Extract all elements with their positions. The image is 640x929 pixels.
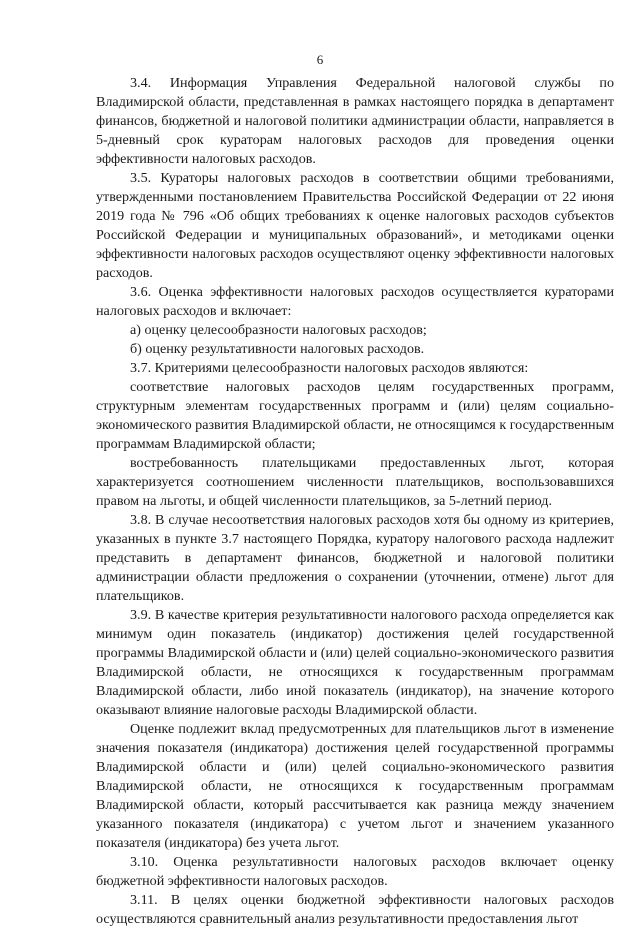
paragraph-3-7: 3.7. Критериями целесообразности налоговых расходов являются: [130,360,529,376]
paragraph-3-8: 3.8. В случае несоответствия налоговых расходов хотя бы одному из критериев, указанных в пункте 3.7 настоящего Порядка, куратору налогового расхода надлежит представить в департамент финансов, бюджетной и налоговой политики администрации области предложения о сохранении (уточнении, отмене) льгот для плательщиков. [96,512,614,604]
paragraph-assessment: Оценке подлежит вклад предусмотренных для плательщиков льгот в изменение значения показателя (индикатора) достижения целей государственной программы Владимирской области и (или) целей социально-экономического развития Владимирской области, не относящихся к государственным программам Владимирской области, который рассчитывается как разница между значением указанного показателя (индикатора) с учетом льгот и значением указанного показателя (индикатора) без учета льгот. [96,721,614,851]
page-number: 6 [316,52,324,67]
criterion-conformity: соответствие налоговых расходов целям государственных программ, структурным элементам государственных программ и (или) целям социально-экономического развития Владимирской области, не относящимся к государственным программам Владимирской области; [96,379,614,452]
document-body [96,74,614,929]
paragraph-3-6: 3.6. Оценка эффективности налоговых расходов осуществляется кураторами налоговых расходов и включает: [96,284,614,319]
paragraph-3-11: 3.11. В целях оценки бюджетной эффективности налоговых расходов осуществляются сравнительный анализ результативности предоставления льгот [96,892,614,927]
paragraph-3-4: 3.4. Информация Управления Федеральной налоговой службы по Владимирской области, представленная в рамках настоящего порядка в департамент финансов, бюджетной и налоговой политики администрации области, направляется в 5-дневный срок кураторам налоговых расходов для проведения оценки эффективности налоговых расходов. [96,75,614,167]
paragraph-3-5: 3.5. Кураторы налоговых расходов в соответствии общими требованиями, утвержденными постановлением Правительства Российской Федерации от 22 июня 2019 года № 796 «Об общих требованиях к оценке налоговых расходов субъектов Российской Федерации и муниципальных образований», и методиками оценки эффективности налоговых расходов осуществляют оценку эффективности налоговых расходов. [96,170,614,281]
criterion-demand: востребованность плательщиками предоставленных льгот, которая характеризуется соотношением численности плательщиков, воспользовавшихся правом на льготы, и общей численности плательщиков, за 5-летний период. [96,455,614,509]
paragraph-3-9: 3.9. В качестве критерия результативности налогового расхода определяется как минимум один показатель (индикатор) достижения целей государственной программы Владимирской области и (или) целей социально-экономического развития Владимирской области, не относящихся к государственным программам Владимирской области, либо иной показатель (индикатор), на значение которого оказывают влияние налоговые расходы Владимирской области. [96,607,614,718]
paragraph-3-10: 3.10. Оценка результативности налоговых расходов включает оценку бюджетной эффективности налоговых расходов. [96,854,614,889]
list-item-b: б) оценку результативности налоговых расходов. [130,341,425,357]
list-item-a: а) оценку целесообразности налоговых расходов; [130,322,427,338]
